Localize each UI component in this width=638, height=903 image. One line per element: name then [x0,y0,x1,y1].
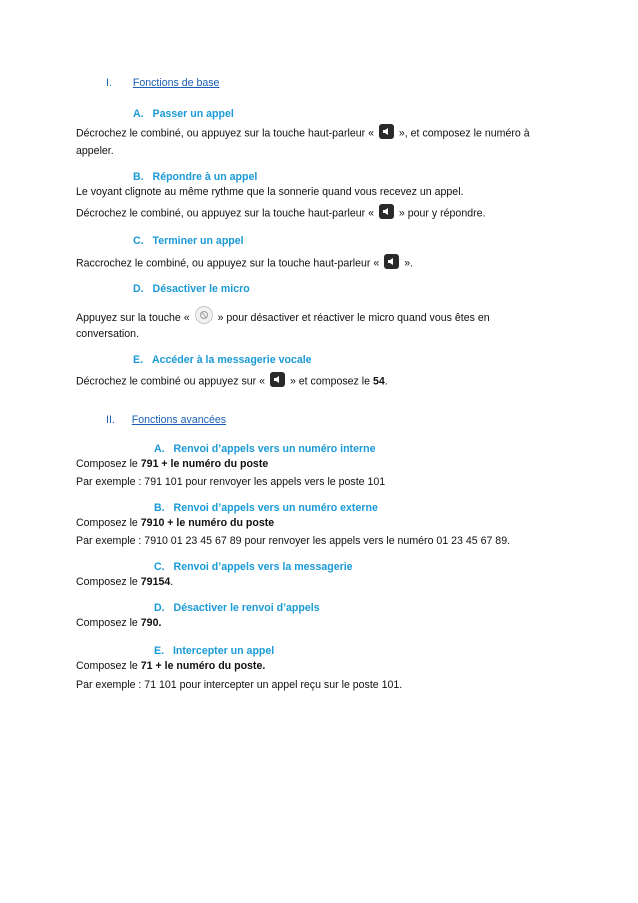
text: Composez le [76,617,138,629]
section-title: Fonctions avancées [131,414,227,426]
subsection-heading [154,443,375,455]
subsection-letter: E. [154,645,165,657]
subsection-letter: C. [133,235,144,247]
subsection-title: Désactiver le micro [152,283,250,295]
subsection-letter: D. [154,602,165,614]
text-bold: 7910 + le numéro du poste [140,517,275,529]
text: Décrochez le combiné, ou appuyez sur la touche haut-parleur « [76,207,374,220]
subsection-letter: A. [154,443,165,455]
paragraph-line [76,576,173,588]
subsection-title: Renvoi d’appels vers la messagerie [173,561,353,573]
section-heading-1 [106,77,219,89]
subsection-heading [133,283,250,295]
text: Raccrochez le combiné, ou appuyez sur la touche haut-parleur « [76,257,380,270]
text: Composez le [76,576,138,588]
text: Décrochez le combiné ou appuyez sur « [76,375,266,388]
subsection-letter: E. [133,354,144,366]
paragraph-line [76,126,530,141]
paragraph-line: appeler. [76,145,114,157]
paragraph-line [76,458,268,470]
subsection-heading [133,354,312,366]
text: » et composez le [289,375,371,388]
subsection-title: Accéder à la messagerie vocale [151,354,312,366]
section-number: II. [106,414,115,426]
subsection-title: Désactiver le renvoi d’appels [173,602,320,614]
text: Décrochez le combiné, ou appuyez sur la touche haut-parleur « [76,127,374,140]
subsection-heading [133,171,257,183]
subsection-letter: B. [154,502,165,514]
paragraph-line: Le voyant clignote au même rythme que la sonnerie quand vous recevez un appel. [76,186,464,198]
paragraph-line [76,256,413,271]
subsection-heading [154,502,378,514]
paragraph-line: conversation. [76,328,140,340]
subsection-title: Renvoi d’appels vers un numéro externe [173,502,378,514]
text: . [170,576,174,588]
speaker-key-icon [384,254,399,269]
subsection-heading [154,602,320,614]
paragraph-line [76,309,490,327]
mute-key-icon [195,306,213,324]
subsection-title: Passer un appel [152,108,234,120]
paragraph-line [76,374,388,389]
text: », et composez le numéro à [398,127,530,140]
speaker-key-icon [379,124,394,139]
paragraph-line [76,617,161,629]
text-bold: 79154 [140,576,171,588]
text: . [384,375,388,388]
subsection-letter: A. [133,108,144,120]
paragraph-line [76,517,274,529]
subsection-letter: D. [133,283,144,295]
text: » pour désactiver et réactiver le micro quand vous êtes en [217,311,490,324]
section-title: Fonctions de base [132,77,220,89]
voicemail-key-icon [270,372,285,387]
text: Composez le [76,517,138,529]
paragraph-line [76,660,265,672]
subsection-title: Intercepter un appel [172,645,275,657]
paragraph-line: Par exemple : 7910 01 23 45 67 89 pour renvoyer les appels vers le numéro 01 23 45 67 89. [76,535,511,547]
subsection-heading [154,645,274,657]
subsection-heading [154,561,353,573]
text-bold: 71 + le numéro du poste. [140,660,266,672]
subsection-heading [133,235,244,247]
text: Appuyez sur la touche « [76,311,190,324]
paragraph-line: Par exemple : 71 101 pour intercepter un appel reçu sur le poste 101. [76,679,403,691]
subsection-letter: C. [154,561,165,573]
text: Composez le [76,660,138,672]
speaker-key-icon [379,204,394,219]
text: » pour y répondre. [398,207,486,220]
text: ». [404,257,414,270]
subsection-title: Renvoi d’appels vers un numéro interne [173,443,376,455]
subsection-title: Terminer un appel [152,235,244,247]
section-number: I. [106,77,112,89]
text-bold: 54 [372,375,385,388]
text-bold: 790. [140,617,162,629]
section-heading-2 [106,414,226,426]
paragraph-line: Par exemple : 791 101 pour renvoyer les appels vers le poste 101 [76,476,386,488]
text: Composez le [76,458,138,470]
subsection-heading [133,108,234,120]
paragraph-line [76,206,485,221]
text-bold: 791 + le numéro du poste [140,458,269,470]
subsection-letter: B. [133,171,144,183]
subsection-title: Répondre à un appel [152,171,258,183]
